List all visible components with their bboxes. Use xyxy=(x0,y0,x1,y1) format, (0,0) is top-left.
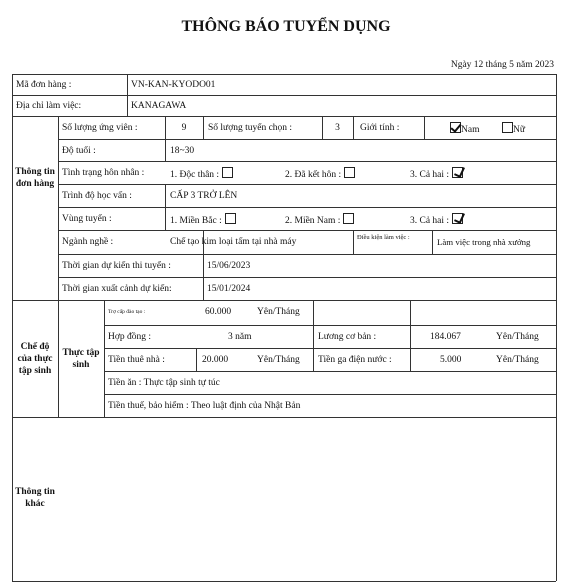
other-info-section-label: Thông tin khác xyxy=(15,487,55,509)
contract-value: 3 năm xyxy=(228,332,252,342)
utility-label: Tiền ga điện nước : xyxy=(318,355,392,365)
order-info-section-label: Thông tin đơn hàng xyxy=(15,167,55,189)
age-label: Độ tuổi : xyxy=(62,146,96,156)
checkbox-icon[interactable] xyxy=(343,213,354,224)
training-allowance-unit: Yên/Tháng xyxy=(257,307,300,317)
marital-single-label: 1. Độc thân : xyxy=(170,170,220,180)
work-address-value: KANAGAWA xyxy=(131,101,187,111)
gender-male-label: Nam xyxy=(461,125,480,135)
work-address-label: Địa chỉ làm việc: xyxy=(16,101,82,111)
base-salary-unit: Yên/Tháng xyxy=(496,332,539,342)
checkbox-icon[interactable] xyxy=(222,167,233,178)
marital-both-label: 3. Cả hai : xyxy=(410,170,450,180)
region-both-option[interactable] xyxy=(410,213,463,227)
trainee-sub-label: Thực tập sinh xyxy=(62,348,100,370)
work-condition-value: Làm việc trong nhà xưởng xyxy=(437,237,531,247)
rent-unit: Yên/Tháng xyxy=(257,355,300,365)
contract-label: Hợp đồng : xyxy=(108,332,152,342)
utility-unit: Yên/Tháng xyxy=(496,355,539,365)
marital-single-option[interactable] xyxy=(170,167,233,181)
job-label: Ngành nghề : xyxy=(62,237,114,247)
region-north-option[interactable] xyxy=(170,213,236,227)
checkbox-checked-icon[interactable] xyxy=(450,122,461,133)
departure-date-value: 15/01/2024 xyxy=(207,284,251,294)
marital-married-option[interactable] xyxy=(285,167,355,181)
page-title: THÔNG BÁO TUYỂN DỤNG xyxy=(181,18,391,35)
gender-label: Giới tính : xyxy=(360,123,400,133)
base-salary-value: 184.067 xyxy=(430,332,461,342)
food-note: Tiền ăn : Thực tập sinh tự túc xyxy=(108,378,220,388)
marital-married-label: 2. Đã kết hôn : xyxy=(285,170,342,180)
quantity-value: 9 xyxy=(181,123,187,133)
marital-both-option[interactable] xyxy=(410,167,463,181)
selected-count-label: Số lượng tuyển chọn : xyxy=(208,123,293,133)
region-north-label: 1. Miền Bắc : xyxy=(170,216,222,226)
tax-insurance-note: Tiền thuế, bảo hiểm : Theo luật định của Nhật Bản xyxy=(108,401,301,411)
exam-date-value: 15/06/2023 xyxy=(207,261,251,271)
trainee-benefits-section-label: Chế độ của thực tập sinh xyxy=(17,342,53,376)
training-allowance-label: Trợ cấp đào tạo : xyxy=(108,309,146,315)
gender-male-option[interactable] xyxy=(450,122,479,136)
order-code-value: VN-KAN-KYODO01 xyxy=(131,80,216,90)
quantity-label: Số lượng ứng viên : xyxy=(62,123,138,133)
education-value: CẤP 3 TRỞ LÊN xyxy=(170,191,238,201)
work-condition-label: Điều kiện làm việc : xyxy=(357,234,410,241)
job-value: Chế tạo kim loại tấm tại nhà máy xyxy=(170,237,297,247)
education-label: Trình độ học vấn : xyxy=(62,191,132,201)
order-code-label: Mã đơn hàng : xyxy=(16,80,72,90)
age-value: 18~30 xyxy=(170,146,195,156)
checkbox-checked-icon[interactable] xyxy=(452,167,463,178)
marital-status-label: Tình trạng hôn nhân : xyxy=(62,168,145,178)
exam-date-label: Thời gian dự kiến thi tuyển : xyxy=(62,261,171,271)
checkbox-icon[interactable] xyxy=(502,122,513,133)
gender-female-option[interactable] xyxy=(502,122,525,136)
gender-female-label: Nữ xyxy=(513,125,526,135)
training-allowance-value: 60.000 xyxy=(205,307,232,317)
checkbox-icon[interactable] xyxy=(225,213,236,224)
region-south-label: 2. Miền Nam : xyxy=(285,216,341,226)
base-salary-label: Lương cơ bản : xyxy=(318,332,377,342)
selected-count-value: 3 xyxy=(335,123,340,133)
departure-date-label: Thời gian xuất cảnh dự kiến: xyxy=(62,284,172,294)
region-both-label: 3. Cả hai : xyxy=(410,216,450,226)
rent-label: Tiền thuê nhà : xyxy=(108,355,165,365)
checkbox-icon[interactable] xyxy=(344,167,355,178)
region-label: Vùng tuyển : xyxy=(62,214,112,224)
region-south-option[interactable] xyxy=(285,213,354,227)
checkbox-checked-icon[interactable] xyxy=(452,213,463,224)
utility-value: 5.000 xyxy=(440,355,462,365)
document-date: Ngày 12 tháng 5 năm 2023 xyxy=(450,60,554,70)
rent-value: 20.000 xyxy=(202,355,229,365)
